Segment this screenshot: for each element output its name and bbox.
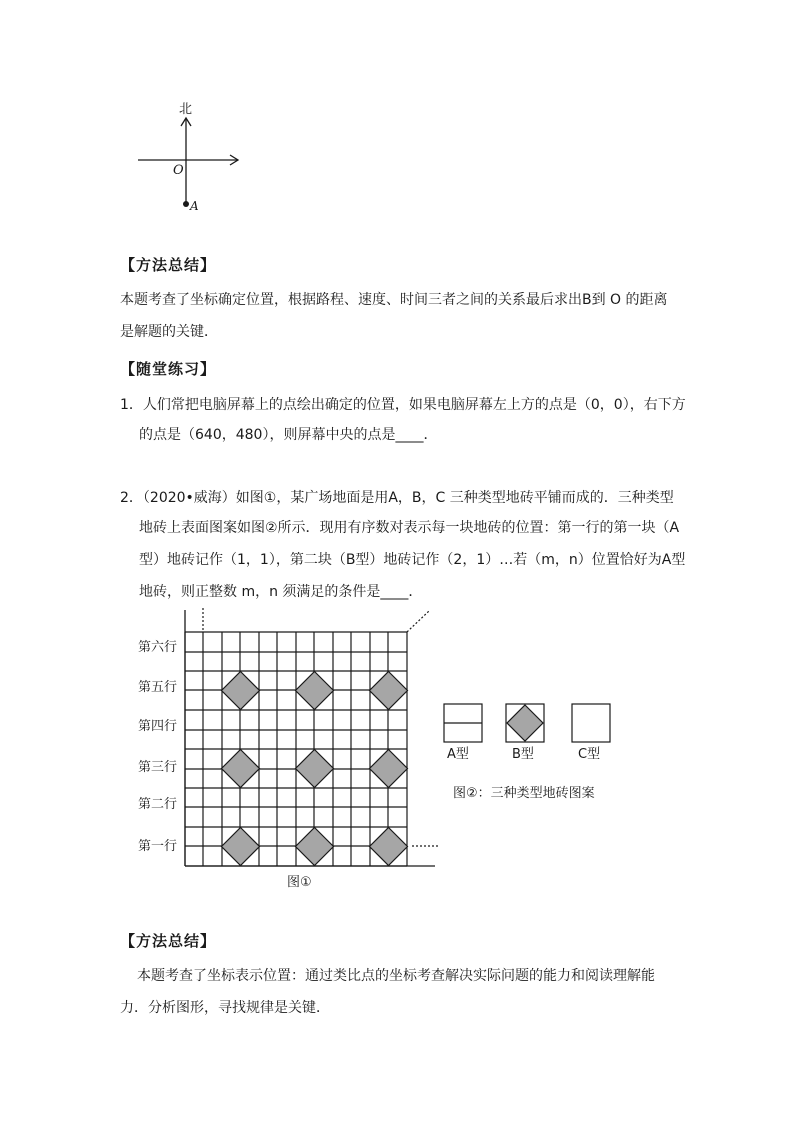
method-summary-heading-2: 【方法总结】 xyxy=(120,932,217,950)
question-1-line-2: 的点是（640，480），则屏幕中央的点是____． xyxy=(139,427,438,443)
figure-1-caption: 图① xyxy=(287,875,312,890)
tile-grid xyxy=(185,632,408,866)
method-summary-1-line-2: 是解题的关键． xyxy=(120,324,218,340)
row-label-6: 第六行 xyxy=(138,640,178,655)
tile-b-diamond xyxy=(507,705,543,741)
b-type-diamond xyxy=(222,672,260,710)
method-summary-1-line-1: 本题考查了坐标确定位置，根据路程、速度、时间三者之间的关系最后求出B到 O 的距离 xyxy=(120,292,668,308)
b-type-diamond xyxy=(296,750,334,788)
origin-label: O xyxy=(173,163,184,178)
floor-tile-grid-figure xyxy=(130,600,450,900)
row-label-3: 第三行 xyxy=(138,760,178,775)
north-label: 北 xyxy=(179,102,193,117)
tile-b-label: B型 xyxy=(512,747,534,762)
point-a-label: A xyxy=(190,199,199,213)
b-type-diamond xyxy=(296,828,334,866)
b-type-diamond xyxy=(370,828,408,866)
question-2-line-4: 地砖，则正整数 m，n 须满足的条件是____． xyxy=(139,584,423,600)
question-2-line-2: 地砖上表面图案如图②所示．现用有序数对表示每一块地砖的位置：第一行的第一块（A xyxy=(139,520,680,536)
tile-a-label: A型 xyxy=(447,747,469,762)
method-summary-heading-1: 【方法总结】 xyxy=(120,256,217,274)
method-summary-2-line-2: 力．分析图形，寻找规律是关键． xyxy=(120,1000,330,1016)
b-type-diamond xyxy=(222,828,260,866)
tile-types-figure xyxy=(440,700,620,750)
question-2-line-1: 2．（2020•威海）如图①，某广场地面是用A，B，C 三种类型地砖平铺而成的．三种类型 xyxy=(120,490,674,506)
question-1-line-1: 1．人们常把电脑屏幕上的点绘出确定的位置，如果电脑屏幕左上方的点是（0，0），右下方 xyxy=(120,397,686,413)
tile-c-icon xyxy=(572,704,610,742)
tile-c-label: C型 xyxy=(578,747,601,762)
b-type-diamond xyxy=(222,750,260,788)
row-label-4: 第四行 xyxy=(138,719,178,734)
row-label-1: 第一行 xyxy=(138,839,178,854)
row-label-5: 第五行 xyxy=(138,680,178,695)
row-label-2: 第二行 xyxy=(138,797,178,812)
continuation-diagonal-dots xyxy=(407,610,430,632)
practice-heading: 【随堂练习】 xyxy=(120,360,217,378)
point-a-dot xyxy=(183,201,189,207)
figure-2-caption: 图②：三种类型地砖图案 xyxy=(453,786,595,801)
question-2-line-3: 型）地砖记作（1，1），第二块（B型）地砖记作（2，1）…若（m，n）位置恰好为A型 xyxy=(139,552,686,568)
b-type-diamond xyxy=(370,672,408,710)
method-summary-2-line-1: 本题考查了坐标表示位置：通过类比点的坐标考查解决实际问题的能力和阅读理解能 xyxy=(137,968,655,984)
b-type-diamond xyxy=(370,750,408,788)
b-type-diamond xyxy=(296,672,334,710)
